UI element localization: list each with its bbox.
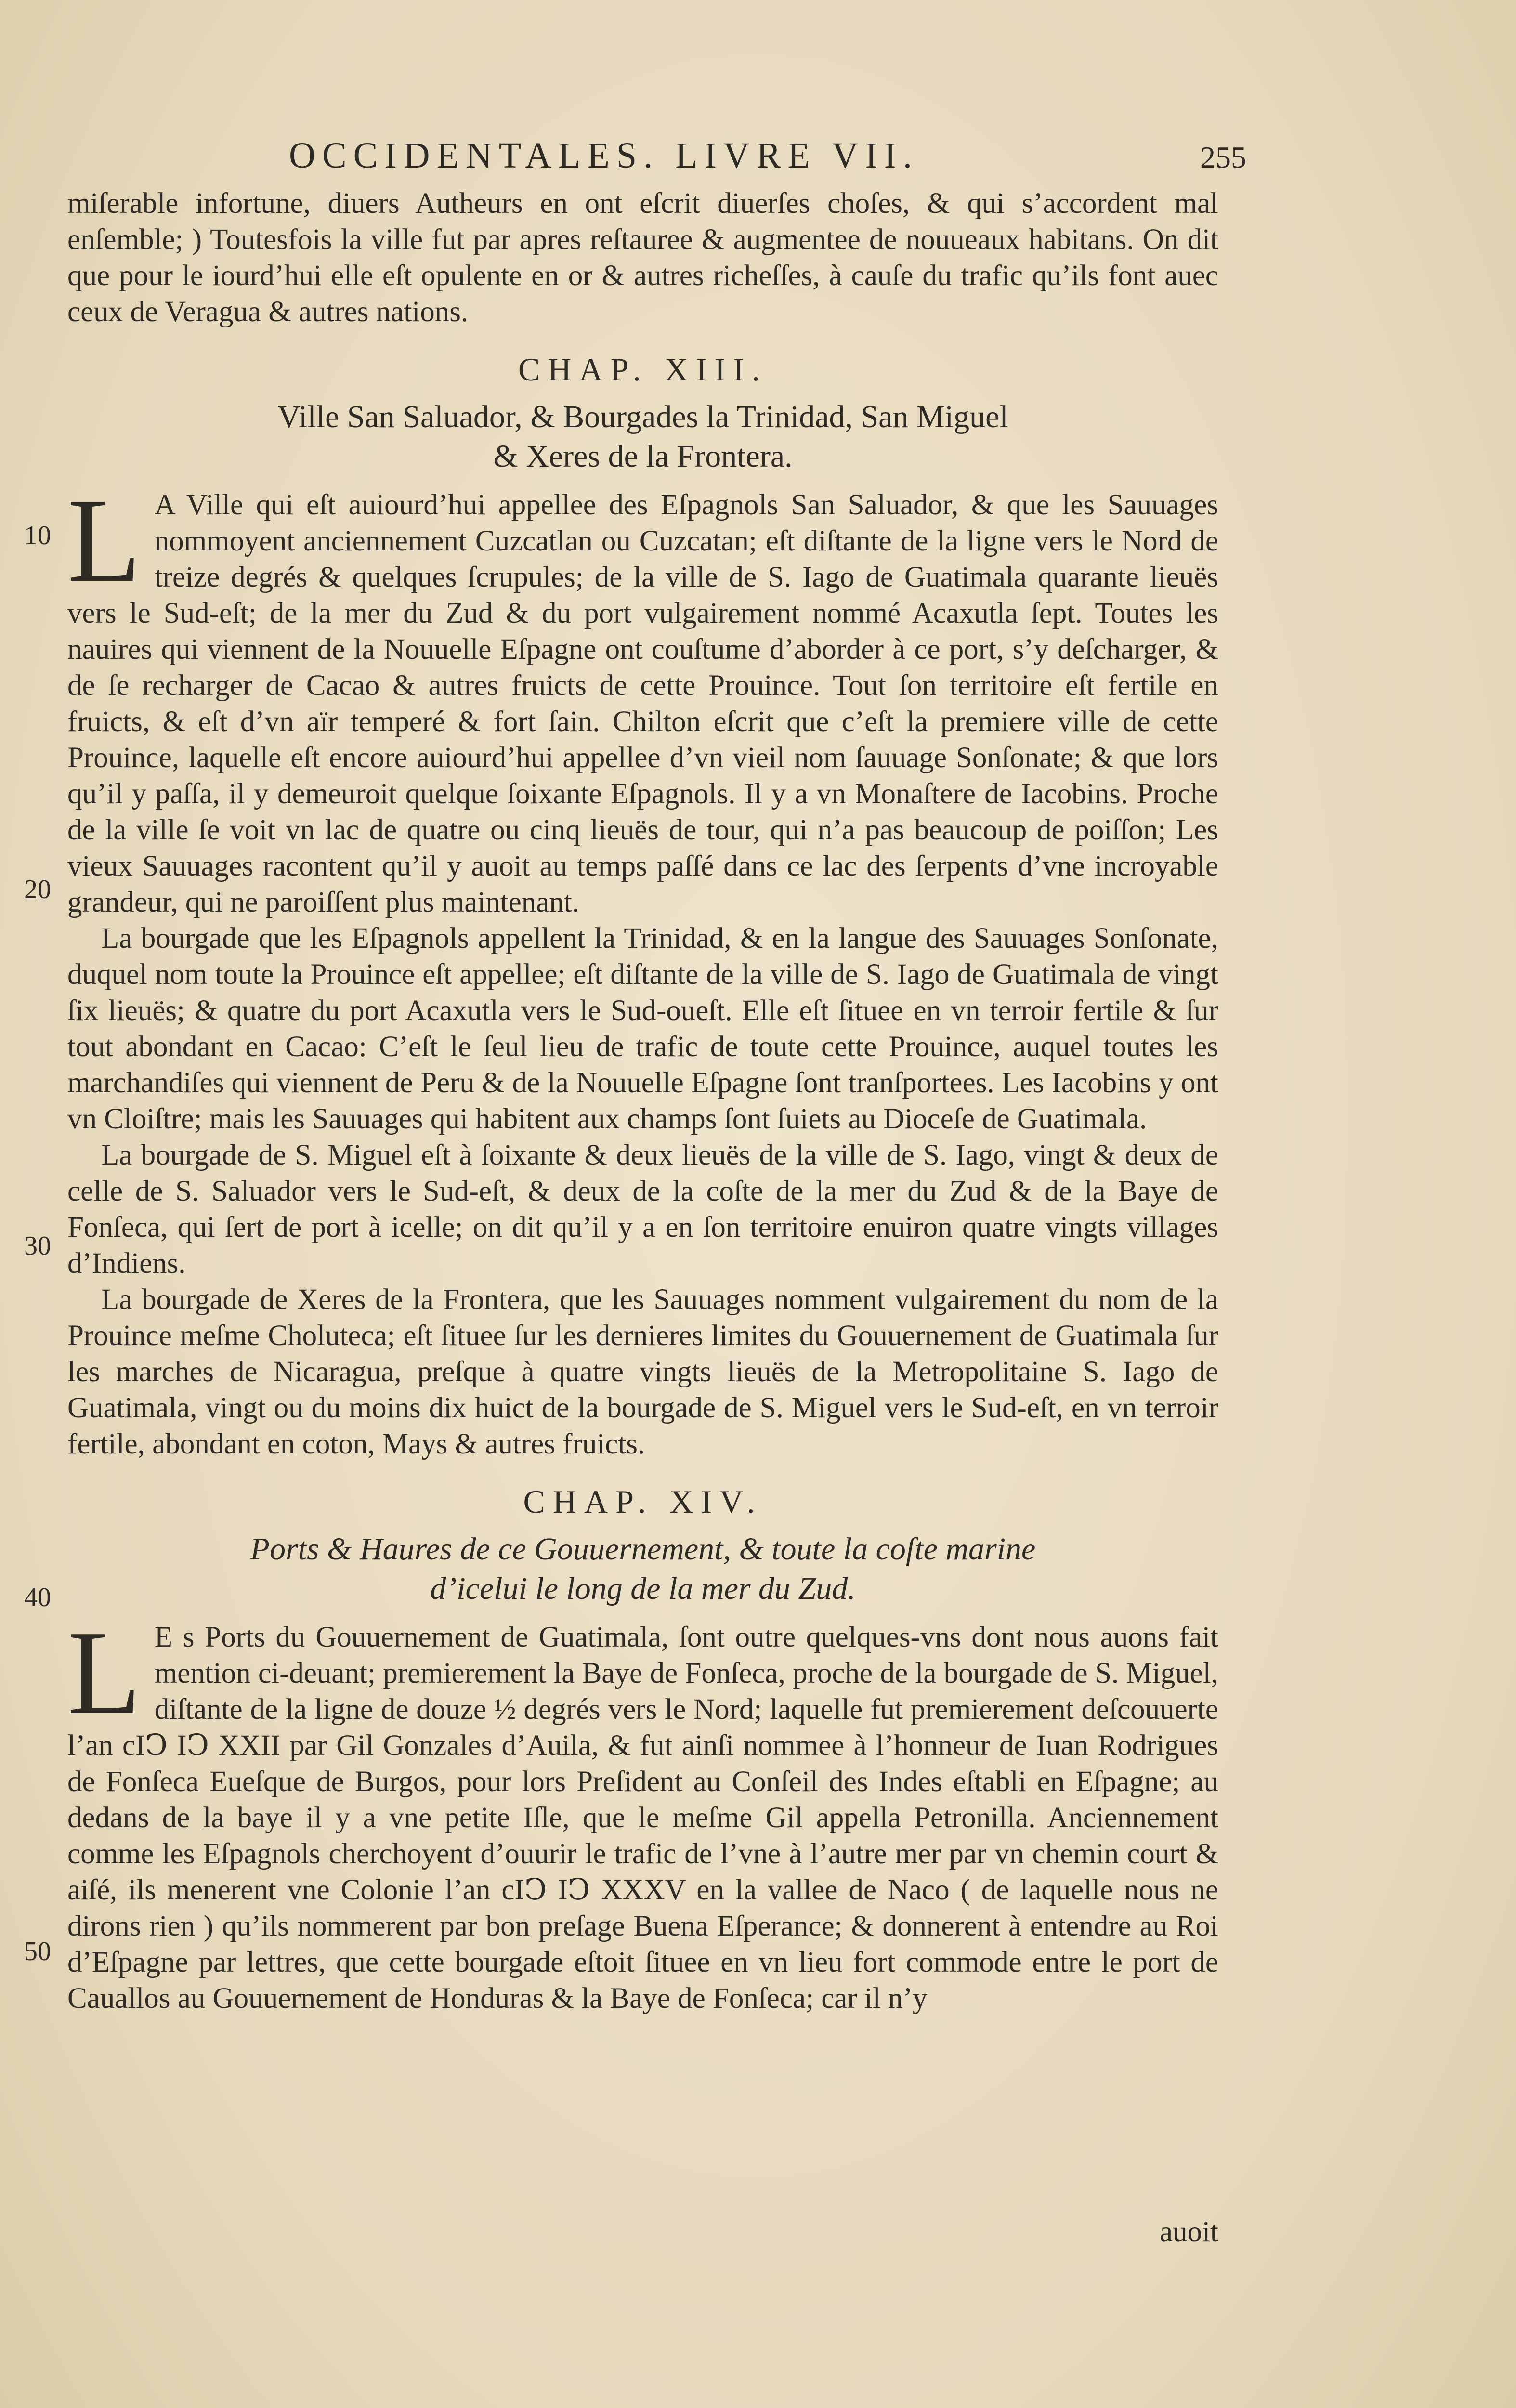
chapter-13-subtitle-line-1: Ville San Saluador, & Bourgades la Trinidad, San Miguel bbox=[277, 399, 1008, 434]
chapter-14-paragraph-1 bbox=[67, 1606, 1218, 2016]
catchword: auoit bbox=[1160, 2216, 1218, 2248]
page-number: 255 bbox=[1200, 140, 1246, 174]
chapter-13-heading: CHAP. XIII. bbox=[518, 351, 768, 388]
intro-paragraph: miſerable infortune, diuers Autheurs en ont eſcrit diuerſes choſes, & qui s’accordent mal enſemble; ) Toutesfois la ville fut par apres reſtauree & augmentee de nouueaux habitans. On dit que pour le iourd’hui elle eſt opulente en or & autres richeſſes, à cauſe du trafic qu’ils font auec ceux de Veragua & autres nations. bbox=[67, 187, 1218, 328]
chapter-13-subtitle bbox=[67, 397, 1218, 476]
main-text bbox=[67, 185, 1218, 2016]
chapter-14-subtitle bbox=[67, 1530, 1218, 1609]
chapter-13-paragraph-1 bbox=[67, 474, 1218, 920]
chapter-13-paragraph-2: La bourgade que les Eſpagnols appellent la Trinidad, & en la langue des Sauuages Sonſonate, duquel nom toute la Prouince eſt appellee; eſt diſtante de la ville de S. Iago de Guatimala de vingt ſix lieuës; & quatre du port Acaxutla vers le Sud-oueſt. Elle eſt ſituee en vn terroir fertile & ſur tout abondant en Cacao: C’eſt le ſeul lieu de trafic de toute cette Prouince, auquel toutes les marchandiſes qui viennent de Peru & de la Nouuelle Eſpagne ſont tranſportees. Les Iacobins y ont vn Cloiſtre; mais les Sauuages qui habitent aux champs ſont ſuiets au Dioceſe de Guatimala. bbox=[67, 922, 1218, 1135]
drop-cap: L bbox=[67, 474, 141, 607]
drop-cap: L bbox=[67, 1606, 141, 1740]
chapter-14-subtitle-line-1: Ports & Haures de ce Gouuernement, & toute la coſte marine bbox=[250, 1531, 1036, 1567]
chapter-14-heading: CHAP. XIV. bbox=[523, 1483, 763, 1520]
chapter-13-paragraph-3: La bourgade de S. Miguel eſt à ſoixante & deux lieuës de la ville de S. Iago, vingt & deux de celle de S. Saluador vers le Sud-eſt, & deux de la coſte de la mer du Zud & de la Baye de Fonſeca, qui ſert de port à icelle; on dit qu’il y a en ſon territoire enuiron quatre vingts villages d’Indiens. bbox=[67, 1139, 1218, 1280]
line-number-40: 40 bbox=[24, 1583, 51, 1612]
paragraph-text: E s Ports du Gouuernement de Guatimala, ſont outre quelques-vns dont nous auons fait mention ci-deuant; premierement la Baye de Fonſeca, proche de la bourgade de S. Miguel, diſtante de la ligne de douze ½ degrés vers le Nord; laquelle fut premierement deſcouuerte l’an cIↃ IↃ XXII par Gil Gonzales d’Auila, & fut ainſi nommee à l’honneur de Iuan Rodrigues de Fonſeca Eueſque de Burgos, pour lors Preſident au Conſeil des Indes eſtabli en Eſpagne; au dedans de la baye il y a vne petite Iſle, que le meſme Gil appella Petronilla. Anciennement comme les Eſpagnols cherchoyent d’ouurir le trafic de l’vne à l’autre mer par vn chemin court & aiſé, ils menerent vne Colonie l’an cIↃ IↃ XXXV en la vallee de Naco ( de laquelle nous ne dirons rien ) qu’ils nommerent par bon preſage Buena Eſperance; & donnerent à entendre au Roi d’Eſpagne par lettres, que cette bourgade eſtoit ſituee en vn lieu fort commode entre le port de Cauallos au Gouuernement de Honduras & la Baye de Fonſeca; car il n’y bbox=[67, 1621, 1218, 2015]
chapter-13-subtitle-line-2: & Xeres de la Frontera. bbox=[493, 439, 793, 474]
line-number-50: 50 bbox=[24, 1937, 51, 1966]
page-header bbox=[289, 135, 1246, 178]
running-title: OCCIDENTALES. LIVRE VII. bbox=[289, 135, 919, 176]
line-number-30: 30 bbox=[24, 1231, 51, 1261]
chapter-13-paragraph-4: La bourgade de Xeres de la Frontera, que les Sauuages nomment vulgairement du nom de la Prouince meſme Choluteca; eſt ſituee ſur les dernieres limites du Gouuernement de Guatimala ſur les marches de Nicaragua, preſque à quatre vingts lieuës de la Metropolitaine S. Iago de Guatimala, vingt ou du moins dix huict de la bourgade de S. Miguel vers le Sud-eſt, en vn terroir fertile, abondant en coton, Mays & autres fruicts. bbox=[67, 1283, 1218, 1460]
paragraph-text: A Ville qui eſt auiourd’hui appellee des Eſpagnols San Saluador, & que les Sauuages nommoyent anciennement Cuzcatlan ou Cuzcatan; eſt diſtante de la ligne vers le Nord de treize degrés & quelques ſcrupules; de la ville de S. Iago de Guatimala quarante lieuës vers le Sud-eſt; de la mer du Zud & du port vulgairement nommé Acaxutla ſept. Toutes les nauires qui viennent de la Nouuelle Eſpagne ont couſtume d’aborder à ce port, s’y deſcharger, & de ſe recharger de Cacao & autres fruicts de cette Prouince. Tout ſon territoire eſt fertile en fruicts, & eſt d’vn aïr temperé & fort ſain. Chilton eſcrit que c’eſt la premiere ville de cette Prouince, laquelle eſt encore auiourd’hui appellee d’vn vieil nom ſauuage Sonſonate; & que lors qu’il y paſſa, il y demeuroit quelque ſoixante Eſpagnols. Il y a vn Monaſtere de Iacobins. Proche de la ville ſe voit vn lac de quatre ou cinq lieuës de tour, qui n’a pas beaucoup de poiſſon; Les vieux Sauuages racontent qu’il y auoit au temps paſſé dans ce lac des ſerpents d’vne incroyable grandeur, qui ne paroiſſent plus maintenant. bbox=[67, 489, 1218, 918]
chapter-14-subtitle-line-2: d’icelui le long de la mer du Zud. bbox=[430, 1571, 856, 1606]
line-number-10: 10 bbox=[24, 521, 51, 550]
line-number-20: 20 bbox=[24, 875, 51, 904]
